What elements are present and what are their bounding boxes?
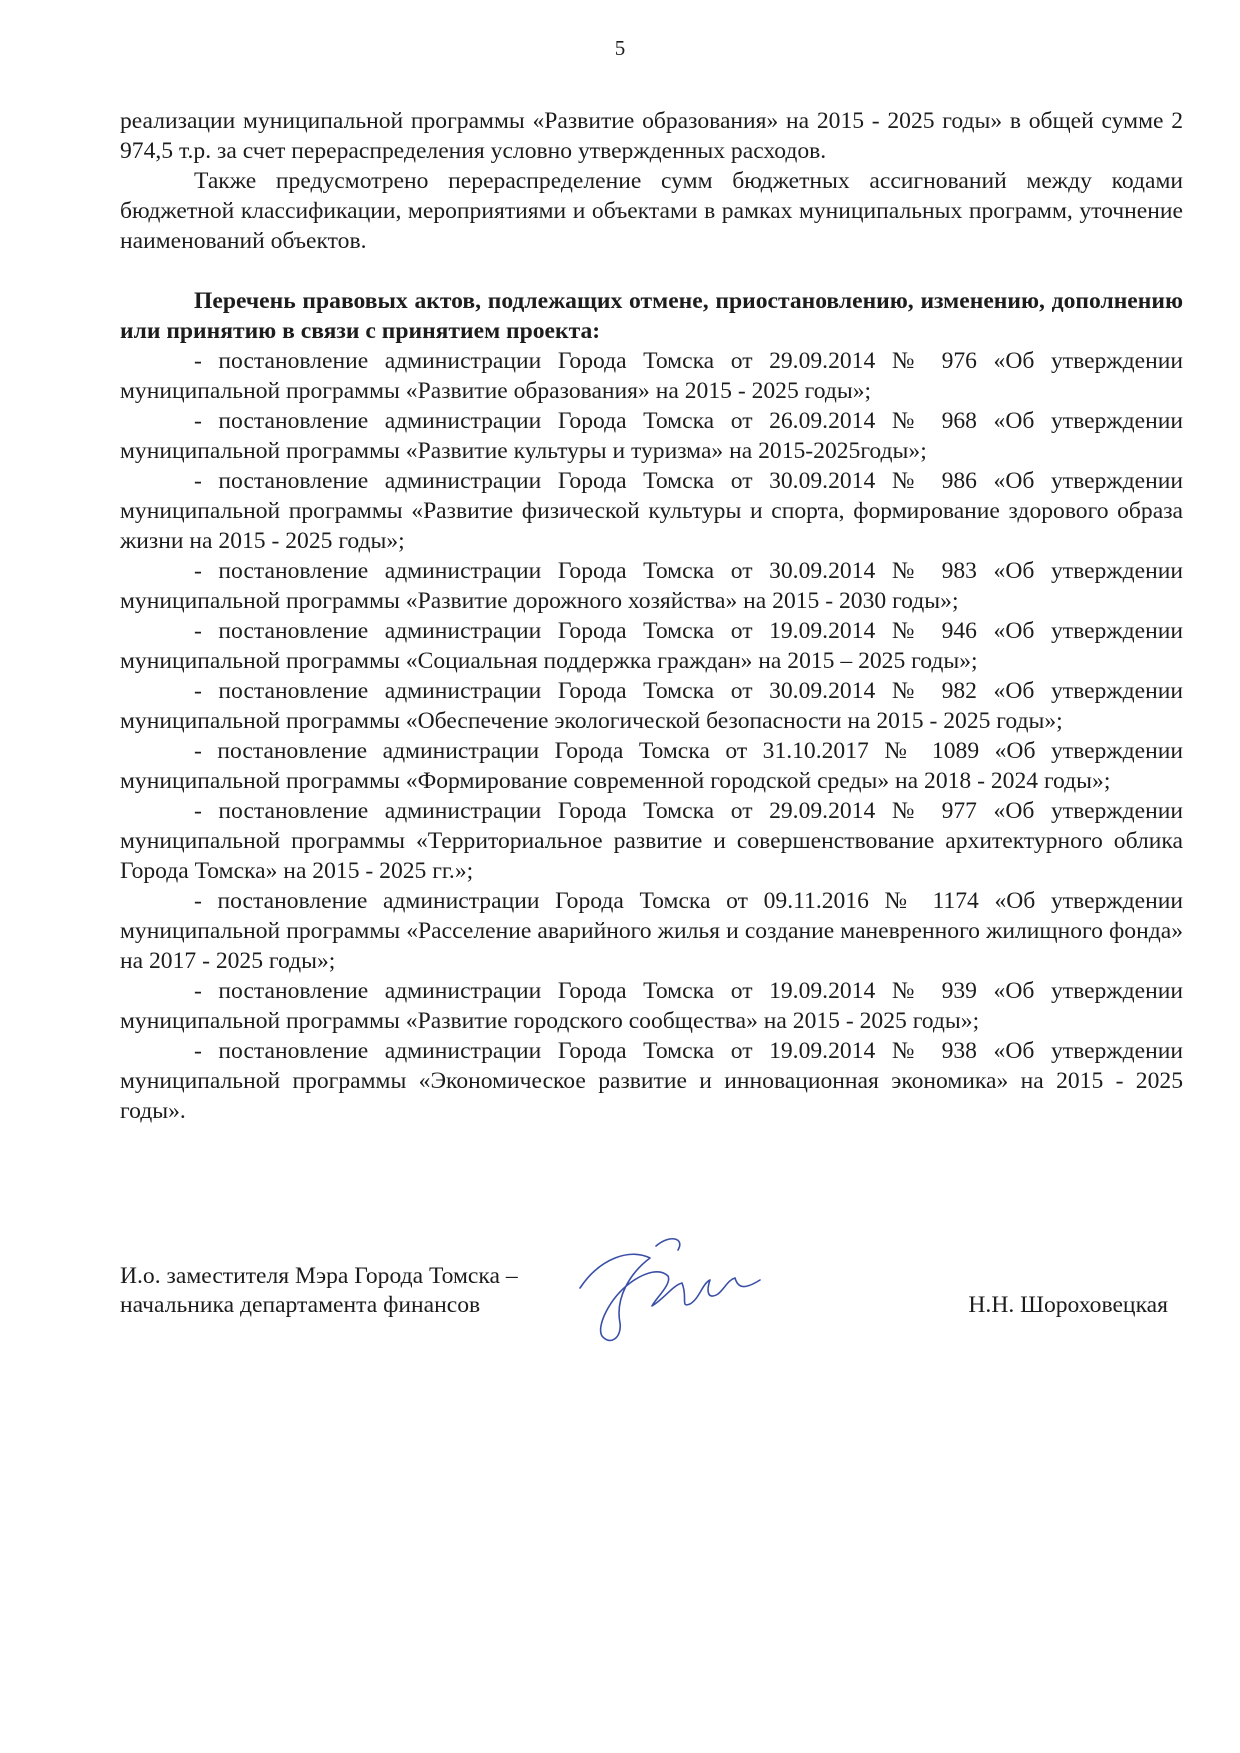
document-body xyxy=(120,106,1183,1126)
act-item-6: - постановление администрации Города Томска от 30.09.2014 № 982 «Об утверждении муниципальной программы «Обеспечение экологической безопасности на 2015 - 2025 годы»; xyxy=(120,678,1183,734)
act-item-7: - постановление администрации Города Томска от 31.10.2017 № 1089 «Об утверждении муниципальной программы «Формирование современной городской среды» на 2018 - 2024 годы»; xyxy=(120,738,1183,794)
act-item-8: - постановление администрации Города Томска от 29.09.2014 № 977 «Об утверждении муниципальной программы «Территориальное развитие и совершенствование архитектурного облика Города Томска» на 2015 - 2025 гг.»; xyxy=(120,798,1183,884)
paragraph-gap xyxy=(120,256,1183,286)
page-number: 5 xyxy=(614,36,626,60)
act-item-11: - постановление администрации Города Томска от 19.09.2014 № 938 «Об утверждении муниципальной программы «Экономическое развитие и инновационная экономика» на 2015 - 2025 годы». xyxy=(120,1038,1183,1124)
act-item-5: - постановление администрации Города Томска от 19.09.2014 № 946 «Об утверждении муниципальной программы «Социальная поддержка граждан» на 2015 – 2025 годы»; xyxy=(120,618,1183,674)
intro-paragraph-2: Также предусмотрено перераспределение сумм бюджетных ассигнований между кодами бюджетной классификации, мероприятиями и объектами в рамках муниципальных программ, уточнение наименований объектов. xyxy=(120,168,1183,254)
signatory-position-line-2: начальника департамента финансов xyxy=(120,1292,481,1318)
intro-paragraph-1: реализации муниципальной программы «Развитие образования» на 2015 - 2025 годы» в общей сумме 2 974,5 т.р. за счет перераспределения условно утвержденных расходов. xyxy=(120,108,1183,164)
signatory-position xyxy=(120,1262,518,1320)
act-item-10: - постановление администрации Города Томска от 19.09.2014 № 939 «Об утверждении муниципальной программы «Развитие городского сообщества» на 2015 - 2025 годы»; xyxy=(120,978,1183,1034)
act-item-3: - постановление администрации Города Томска от 30.09.2014 № 986 «Об утверждении муниципальной программы «Развитие физической культуры и спорта, формирование здорового образа жизни на 2015 - 2025 годы»; xyxy=(120,468,1183,554)
signatory-position-line-1: И.о. заместителя Мэра Города Томска – xyxy=(120,1263,518,1289)
signature-block xyxy=(120,1262,1183,1352)
act-item-4: - постановление администрации Города Томска от 30.09.2014 № 983 «Об утверждении муниципальной программы «Развитие дорожного хозяйства» на 2015 - 2030 годы»; xyxy=(120,558,1183,614)
signatory-name: Н.Н. Шороховецкая xyxy=(968,1292,1168,1318)
act-item-1: - постановление администрации Города Томска от 29.09.2014 № 976 «Об утверждении муниципальной программы «Развитие образования» на 2015 - 2025 годы»; xyxy=(120,348,1183,404)
act-item-9: - постановление администрации Города Томска от 09.11.2016 № 1174 «Об утверждении муниципальной программы «Расселение аварийного жилья и создание маневренного жилищного фонда» на 2017 - 2025 годы»; xyxy=(120,888,1183,974)
act-item-2: - постановление администрации Города Томска от 26.09.2014 № 968 «Об утверждении муниципальной программы «Развитие культуры и туризма» на 2015-2025годы»; xyxy=(120,408,1183,464)
acts-list-heading: Перечень правовых актов, подлежащих отмене, приостановлению, изменению, дополнению или принятию в связи с принятием проекта: xyxy=(120,288,1183,344)
handwritten-signature xyxy=(560,1228,780,1348)
